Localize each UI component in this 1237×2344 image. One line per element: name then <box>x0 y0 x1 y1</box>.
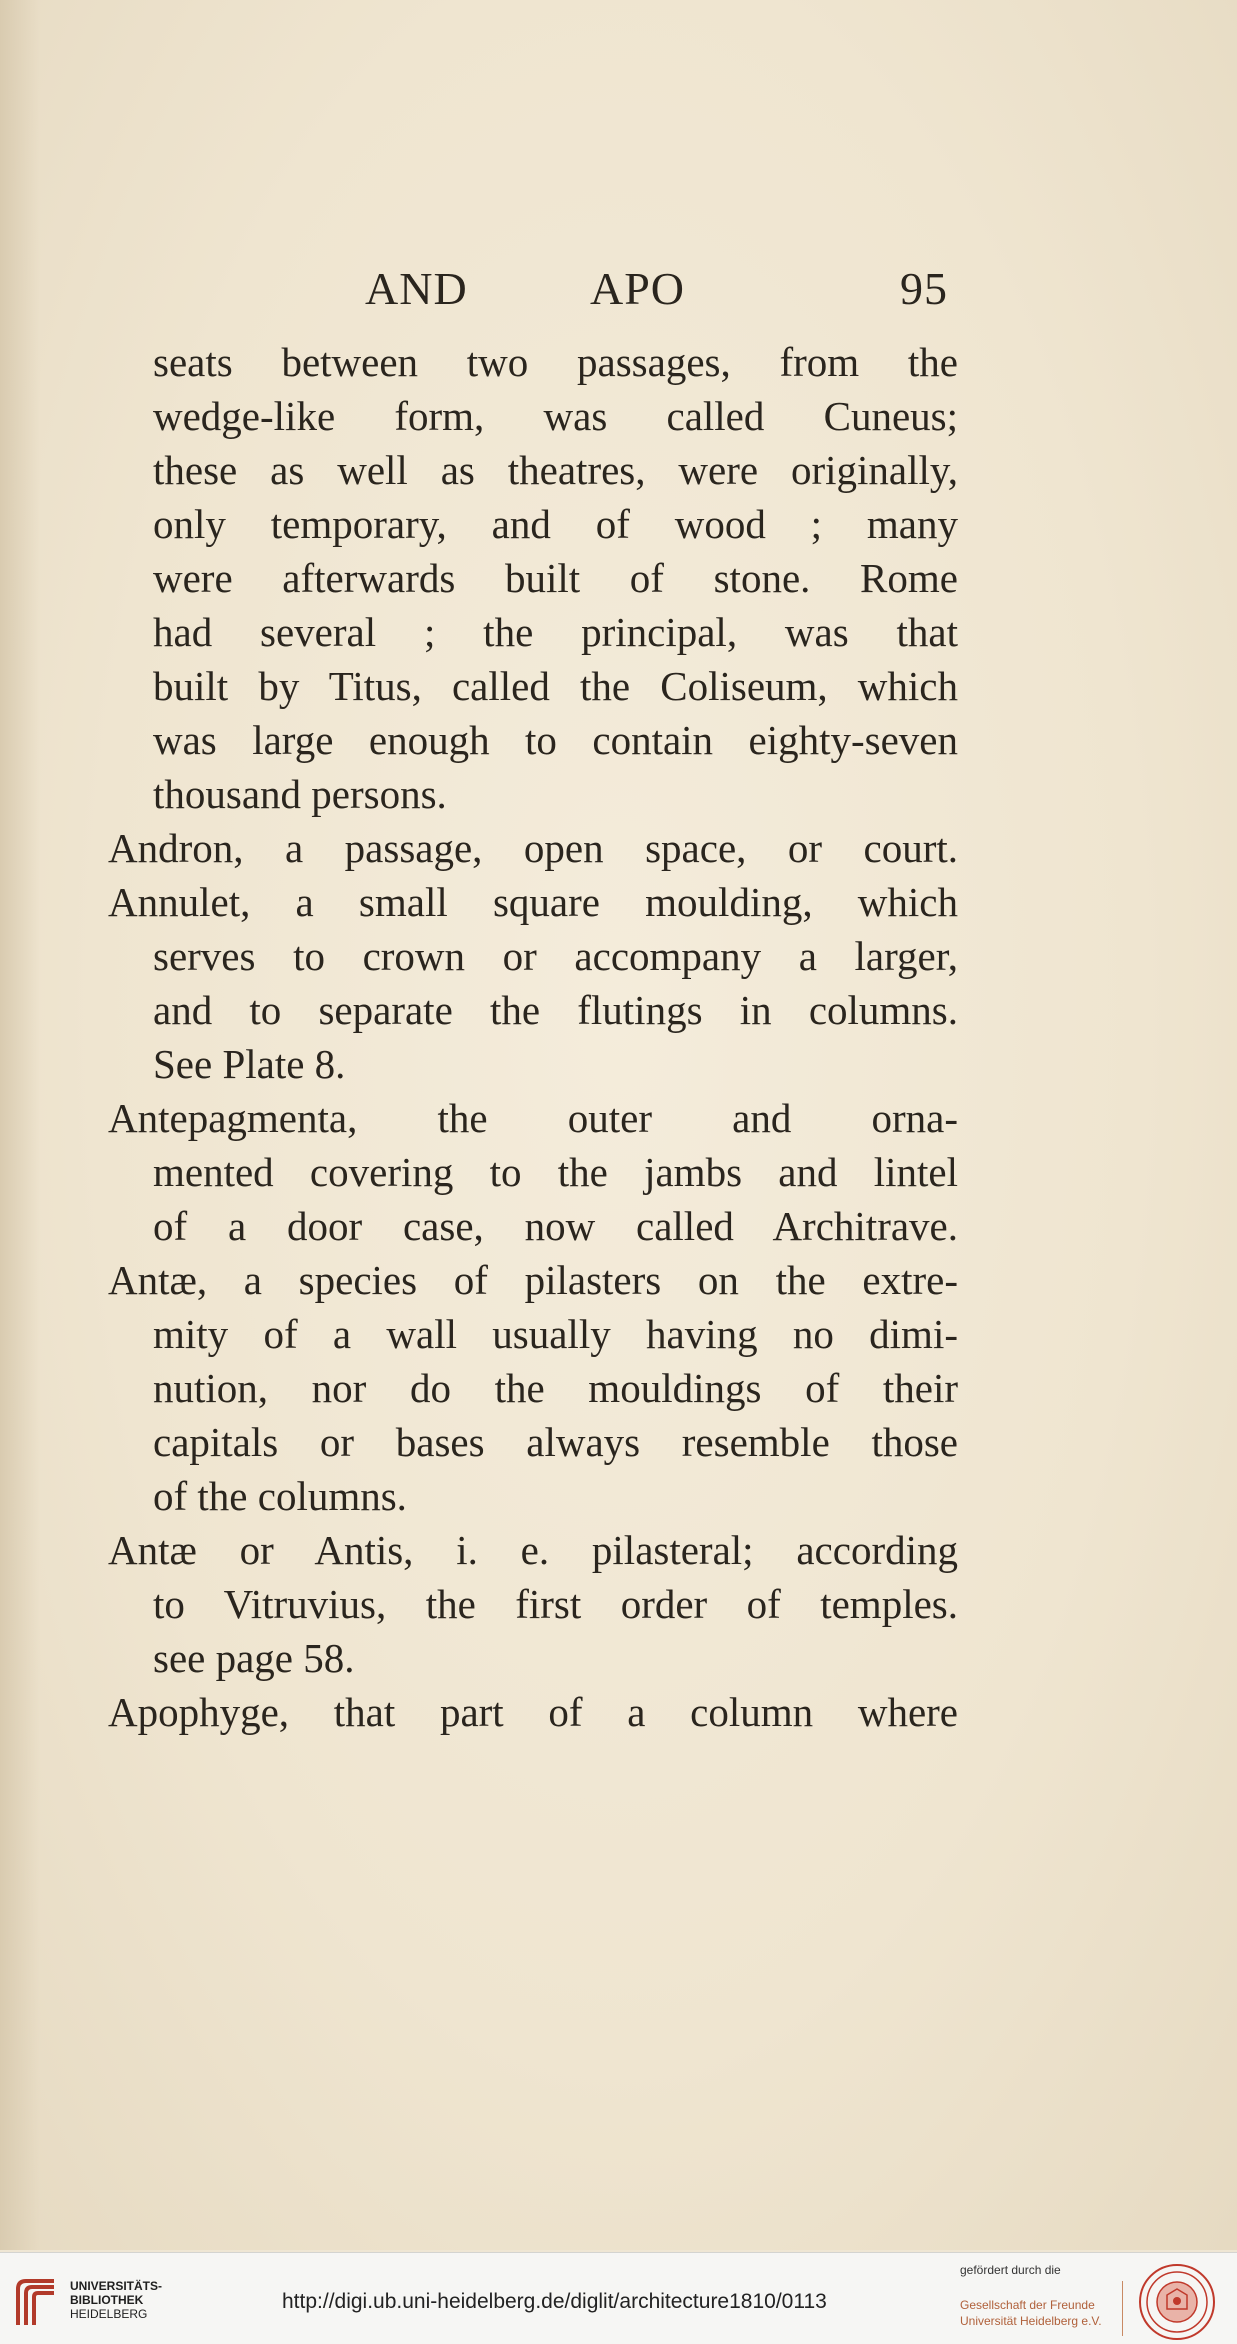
society-line: Universität Heidelberg e.V. <box>960 2314 1102 2328</box>
text-line: had several ; the principal, was that <box>153 609 958 655</box>
text-line: and to separate the flutings in columns. <box>153 987 958 1033</box>
university-seal-icon <box>1138 2263 1216 2341</box>
digitization-footer <box>0 2252 1237 2344</box>
permalink-url[interactable]: http://digi.ub.uni-heidelberg.de/diglit/architecture1810/0113 <box>282 2290 827 2313</box>
text-line: mity of a wall usually having no dimi- <box>153 1311 958 1357</box>
text-line: serves to crown or accompany a larger, <box>153 933 958 979</box>
text-line: thousand persons. <box>153 771 447 817</box>
society-name <box>960 2297 1102 2329</box>
text-line: only temporary, and of wood ; many <box>153 501 958 547</box>
text-line: mented covering to the jambs and lintel <box>153 1149 958 1195</box>
header-left-word: AND <box>365 263 468 314</box>
funded-by-label: gefördert durch die <box>960 2263 1061 2277</box>
text-line: nution, nor do the mouldings of their <box>153 1365 958 1411</box>
entry-antae-antis: Antæ or Antis, i. e. pilasteral; according <box>108 1527 958 1573</box>
footer-divider <box>1122 2281 1123 2336</box>
text-line: see page 58. <box>153 1635 355 1681</box>
institution-line: HEIDELBERG <box>70 2307 148 2321</box>
text-line: of the columns. <box>153 1473 407 1519</box>
text-line: these as well as theatres, were originally, <box>153 447 958 493</box>
entry-antae: Antæ, a species of pilasters on the extre- <box>108 1257 958 1303</box>
institution-line: BIBLIOTHEK <box>70 2293 144 2307</box>
entry-annulet: Annulet, a small square moulding, which <box>108 879 958 925</box>
text-line: capitals or bases always resemble those <box>153 1419 958 1465</box>
entry-apophyge: Apophyge, that part of a column where <box>108 1689 958 1735</box>
institution-name <box>70 2279 162 2321</box>
text-line: seats between two passages, from the <box>153 339 958 385</box>
text-line: were afterwards built of stone. Rome <box>153 555 958 601</box>
body-text <box>108 335 958 1739</box>
text-line: wedge-like form, was called Cuneus; <box>153 393 958 439</box>
page-gutter-shadow <box>0 0 40 2250</box>
text-line: built by Titus, called the Coliseum, which <box>153 663 958 709</box>
entry-andron: Andron, a passage, open space, or court. <box>108 825 958 871</box>
text-line: of a door case, now called Architrave. <box>153 1203 958 1249</box>
running-header <box>365 262 965 322</box>
page-number: 95 <box>900 263 948 314</box>
university-library-logo-icon <box>14 2275 58 2329</box>
text-line: to Vitruvius, the first order of temples. <box>153 1581 958 1627</box>
society-line: Gesellschaft der Freunde <box>960 2298 1095 2312</box>
text-line: was large enough to contain eighty-seven <box>153 717 958 763</box>
header-middle-word: APO <box>590 263 686 314</box>
institution-line: UNIVERSITÄTS- <box>70 2279 163 2293</box>
text-line: See Plate 8. <box>153 1041 346 1087</box>
entry-antepagmenta: Antepagmenta, the outer and orna- <box>108 1095 958 1141</box>
